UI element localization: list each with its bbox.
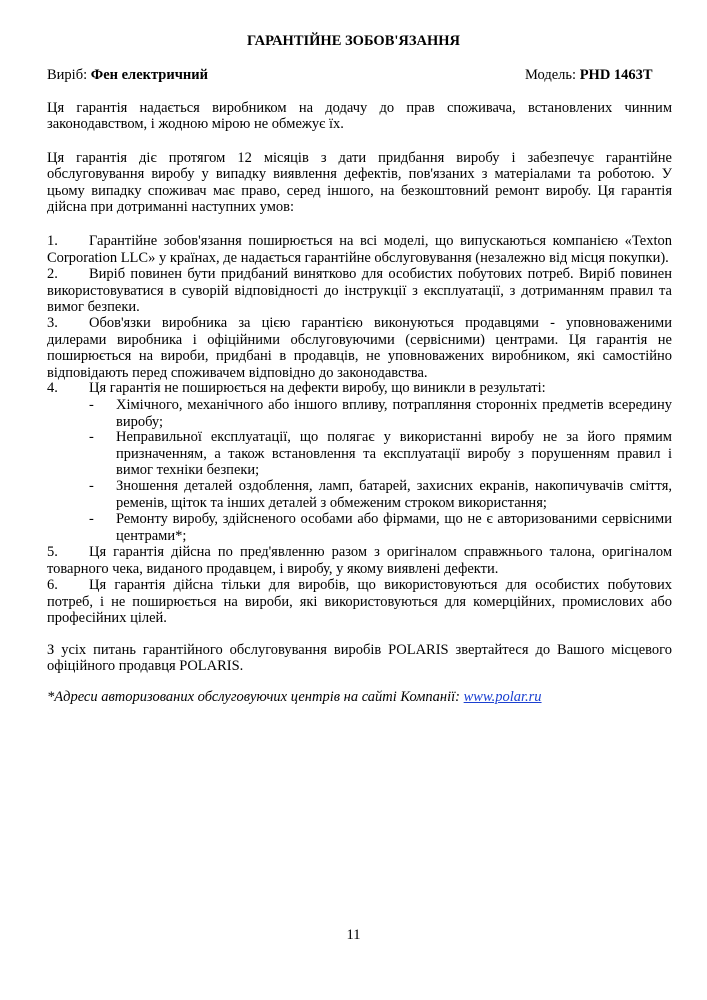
model-value: PHD 1463T xyxy=(579,67,653,83)
item-2-text: Виріб повинен бути придбаний винятково для особистих побутових потреб. Виріб повинен використовуватися в суворій відповідності до інструкції з експлуатації, з дотриманням правил та вимог безпеки. xyxy=(47,266,672,315)
item-6-text: Ця гарантія дійсна тільки для виробів, що використовуються для особистих побутових потреб, і не поширюється на вироби, які використовуються для комерційних, промислових або професійних цілей. xyxy=(47,577,672,626)
product-label: Виріб: xyxy=(47,67,88,83)
page-number: 11 xyxy=(346,927,361,943)
item-5-number: 5. xyxy=(47,544,58,560)
footnote-text: *Адреси авторизованих обслуговуючих центрів на сайті Компанії: xyxy=(47,689,464,705)
exclusion-4-dash: - xyxy=(89,511,94,527)
item-5-text: Ця гарантія дійсна по пред'явленню разом з оригіналом справжнього талона, оригіналом товарного чека, виданого продавцем, і виробу, у якому виявлені дефекти. xyxy=(47,544,672,577)
product-value: Фен електричний xyxy=(90,67,208,83)
model-line xyxy=(525,67,653,83)
footnote xyxy=(47,689,542,706)
website-link[interactable]: www.polar.ru xyxy=(463,689,542,705)
item-3-number: 3. xyxy=(47,315,58,331)
item-4-text: Ця гарантія не поширюється на дефекти виробу, що виникли в результаті: xyxy=(89,380,546,396)
item-6-number: 6. xyxy=(47,577,58,593)
item-1-text: Гарантійне зобов'язання поширюється на всі моделі, що випускаються компанією «Texton Corporation LLC» у країнах, де надається гарантійне обслуговування (незалежно від місця покупки). xyxy=(47,233,672,266)
exclusion-3-dash: - xyxy=(89,478,94,494)
product-line xyxy=(47,67,208,83)
exclusion-1-text: Хімічного, механічного або іншого впливу, потрапляння сторонніх предметів всередину виробу; xyxy=(116,397,672,430)
intro-paragraph: Ця гарантія надається виробником на додачу до прав споживача, встановлених чинним законодавством, і жодною мірою не обмежує їх. xyxy=(47,100,672,133)
item-3-text: Обов'язки виробника за цією гарантією виконуються продавцями - уповноваженими дилерами виробника і офіційними обслуговуючими (сервісними) центрами. Ця гарантія не поширюється на вироби, придбані в продавців, не уповноважених виробником, які самостійно відповідають перед споживачем відповідно до законодавства. xyxy=(47,315,672,381)
exclusion-2-text: Неправильної експлуатації, що полягає у використанні виробу не за його прямим призначенням, а також встановлення та експлуатації виробу з порушенням правил і вимог техніки безпеки; xyxy=(116,429,672,478)
model-label: Модель: xyxy=(525,67,577,83)
exclusion-4-text: Ремонту виробу, здійсненого особами або фірмами, що не є авторизованими сервісними центрами*; xyxy=(116,511,672,544)
item-4-number: 4. xyxy=(47,380,58,396)
terms-paragraph: Ця гарантія діє протягом 12 місяців з дати придбання виробу і забезпечує гарантійне обслуговування виробу у випадку виявлення дефектів, пов'язаних з матеріалами та роботою. У цьому випадку споживач має право, серед іншого, на безкоштовний ремонт виробу. Ця гарантія дійсна при дотриманні наступних умов: xyxy=(47,150,672,216)
exclusion-2-dash: - xyxy=(89,429,94,445)
item-2-number: 2. xyxy=(47,266,58,282)
item-1-number: 1. xyxy=(47,233,58,249)
exclusion-3-text: Зношення деталей оздоблення, ламп, батарей, захисних екранів, накопичувачів сміття, ременів, щіток та інших деталей з обмеженим строком використання; xyxy=(116,478,672,511)
exclusion-1-dash: - xyxy=(89,397,94,413)
page-title: ГАРАНТІЙНЕ ЗОБОВ'ЯЗАННЯ xyxy=(246,33,461,49)
contact-paragraph: З усіх питань гарантійного обслуговування виробів POLARIS звертайтеся до Вашого місцевого офіційного продавця POLARIS. xyxy=(47,642,672,675)
